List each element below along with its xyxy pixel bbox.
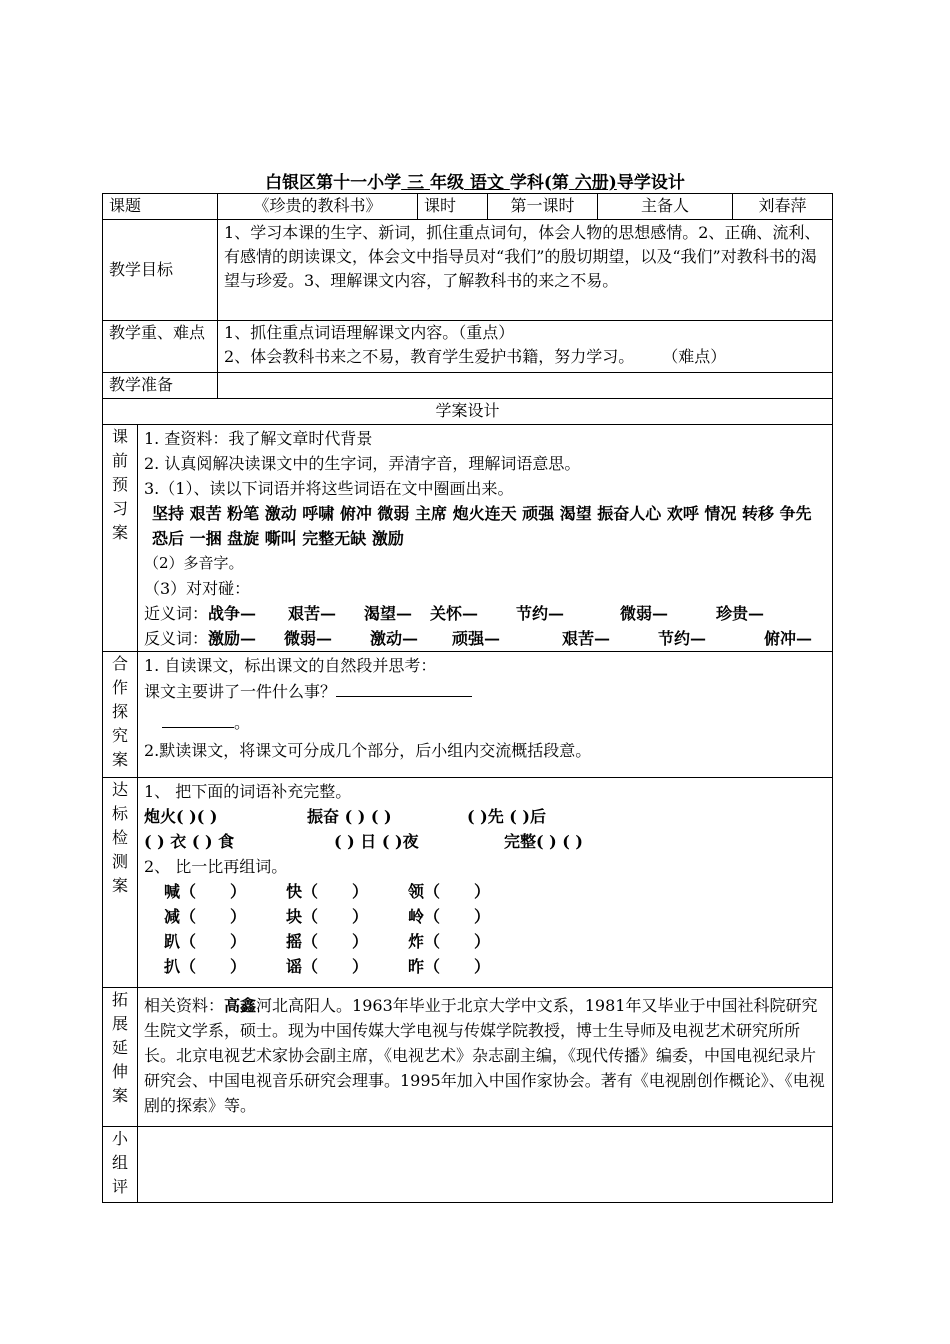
- page-title: 白银区第十一小学 三 年级 语文 学科(第 六册)导学设计: [265, 173, 685, 193]
- cooperate-answer-line: 。: [144, 704, 826, 735]
- fill-row-2: ( ) 衣 ( ) 食 ( ) 日 ( )夜 完整( ) ( ): [144, 832, 583, 851]
- key-points-label: 教学重、难点: [103, 321, 218, 373]
- extend-row: [103, 988, 833, 1127]
- compare-row-3: 趴（ ） 摇（ ） 炸（ ）: [164, 932, 491, 951]
- fill-row-1: 炮火( )( ) 振奋 ( ) ( ) ( )先 ( )后: [144, 807, 546, 826]
- preview-pairs: （3）对对碰：: [144, 579, 251, 598]
- preparation-row: [103, 373, 833, 399]
- preview-item-2: 2. 认真阅解决读课文中的生字词，弄清字音，理解词语意思。: [144, 454, 581, 473]
- preview-polyphone: （2）多音字。: [144, 554, 244, 572]
- preparer-label: 主备人: [598, 194, 733, 220]
- objectives-label: 教学目标: [103, 220, 218, 321]
- test-item-2: 2、 比一比再组词。: [144, 857, 288, 876]
- preview-label: 课 前 预 习 案: [103, 425, 138, 652]
- objectives-row: [103, 220, 833, 321]
- topic-label: 课题: [103, 194, 218, 220]
- compare-row-1: 喊（ ） 快（ ） 领（ ）: [164, 882, 491, 901]
- cooperate-question: 课文主要讲了一件什么事？: [144, 678, 826, 704]
- cooperate-label: 合 作 探 究 案: [103, 652, 138, 778]
- test-label: 达 标 检 测 案: [103, 778, 138, 988]
- design-header: 学案设计: [103, 399, 833, 425]
- compare-row-4: 扒（ ） 谣（ ） 昨（ ）: [164, 957, 491, 976]
- key-points-row: [103, 321, 833, 373]
- cooperate-row: [103, 652, 833, 778]
- key-point-2: 2、体会教科书来之不易，教育学生爱护书籍，努力学习。 （难点）: [224, 347, 727, 366]
- synonym-row: 近义词：战争— 艰苦— 渴望— 关怀— 节约— 微弱— 珍贵—: [144, 604, 765, 623]
- test-row: [103, 778, 833, 988]
- preparer-value: 刘春萍: [733, 194, 833, 220]
- preview-words: 坚持 艰苦 粉笔 激动 呼啸 俯冲 微弱 主席 炮火连天 顽强 渴望 振奋人心 欢呼 情况 转移 争先恐后 一捆 盘旋 嘶叫 完整无缺 激励: [152, 504, 812, 548]
- cooperate-item-2: 2.默读课文，将课文可分成几个部分，后小组内交流概括段意。: [144, 741, 592, 760]
- extend-text: 相关资料：高鑫河北高阳人。1963年毕业于北京大学中文系，1981年又毕业于中国社科院研究生院文学系，硕士。现为中国传媒大学电视与传媒学院教授，博士生导师及电视艺术研究所所长。北京电视艺术家协会副主席，《电视艺术》杂志副主编，《现代传播》编委，中国电视纪录片研究会、中国电视音乐研究会理事。1995年加入中国作家协会。著有《电视剧创作概论》、《电视剧的探索》等。: [138, 988, 833, 1127]
- preparation-value: [218, 373, 833, 399]
- antonym-row: 反义词：激励— 微弱— 激动— 顽强— 艰苦— 节约— 俯冲—: [144, 629, 813, 648]
- period-label: 课时: [418, 194, 488, 220]
- group-review-label: 小 组 评: [103, 1127, 138, 1203]
- header-row: [103, 194, 833, 220]
- objectives-text: 1、学习本课的生字、新词，抓住重点词句，体会人物的思想感情。2、正确、流利、有感情的朗读课文，体会文中指导员对“我们”的殷切期望，以及“我们”对教科书的渴望与珍爱。3、理解课文内容，了解教科书的来之不易。: [218, 220, 833, 321]
- period-value: 第一课时: [488, 194, 598, 220]
- cooperate-item-1: 1. 自读课文，标出课文的自然段并思考：: [144, 656, 437, 675]
- preview-row: [103, 425, 833, 652]
- group-review-value: [138, 1127, 833, 1203]
- extend-label: 拓 展 延 伸 案: [103, 988, 138, 1127]
- design-header-row: [103, 399, 833, 425]
- key-point-1: 1、抓住重点词语理解课文内容。（重点）: [224, 323, 515, 342]
- test-item-1: 1、 把下面的词语补充完整。: [144, 782, 352, 801]
- lesson-plan-table: [102, 193, 833, 1203]
- preview-item-3: 3.（1）、读以下词语并将这些词语在文中圈画出来。: [144, 479, 514, 498]
- topic-value: 《珍贵的教科书》: [218, 194, 418, 220]
- compare-row-2: 减（ ） 块（ ） 岭（ ）: [164, 907, 491, 926]
- preview-item-1: 1. 查资料：我了解文章时代背景: [144, 429, 373, 448]
- group-review-row: [103, 1127, 833, 1203]
- preparation-label: 教学准备: [103, 373, 218, 399]
